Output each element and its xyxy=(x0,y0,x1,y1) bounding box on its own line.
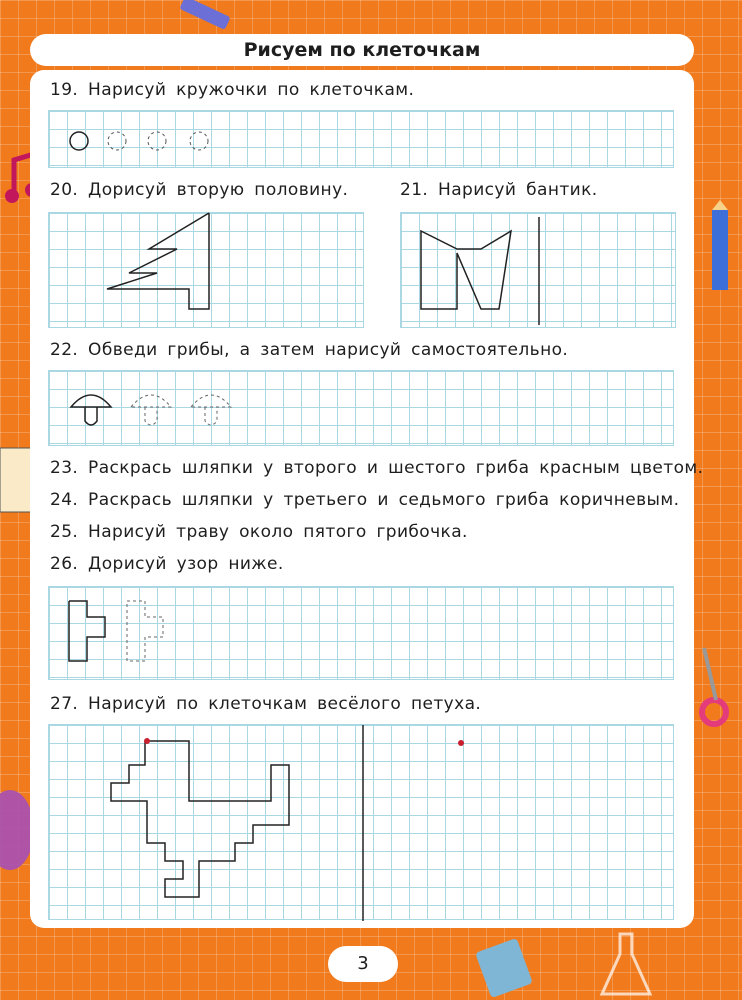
tree-half-outline xyxy=(107,213,209,309)
task-20: 20. Дорисуй вторую половину. xyxy=(50,180,349,200)
bow-outline xyxy=(421,231,511,309)
mushroom-dashed xyxy=(191,395,231,425)
grid-task-19 xyxy=(48,110,674,168)
page-title: Рисуем по клеточкам xyxy=(30,34,694,66)
mushroom-dashed xyxy=(131,395,171,425)
sharpener-icon xyxy=(474,936,534,1000)
worksheet-card xyxy=(30,70,704,928)
rooster-outline xyxy=(111,741,289,897)
task-23: 23. Раскрась шляпки у второго и шестого гриба красным цветом. xyxy=(50,458,704,478)
circle-sample xyxy=(70,132,88,150)
task-22: 22. Обведи грибы, а затем нарисуй самостоятельно. xyxy=(50,340,569,360)
task-25: 25. Нарисуй траву около пятого грибочка. xyxy=(50,522,468,542)
pattern-dashed xyxy=(127,601,163,661)
pattern-sample xyxy=(69,601,105,661)
circle-dashed xyxy=(148,132,166,150)
task-26: 26. Дорисуй узор ниже. xyxy=(50,554,284,574)
pencil-icon xyxy=(170,0,240,30)
page-number: 3 xyxy=(328,946,398,982)
task-21: 21. Нарисуй бантик. xyxy=(400,180,598,200)
scissors-icon xyxy=(694,640,742,730)
flask-icon xyxy=(596,930,656,1000)
grid-task-27 xyxy=(48,724,674,920)
flask-icon xyxy=(0,770,34,890)
task-27: 27. Нарисуй по клеточкам весёлого петуха. xyxy=(50,694,482,714)
grid-task-20 xyxy=(48,212,364,328)
task-24: 24. Раскрась шляпки у третьего и седьмого гриба коричневым. xyxy=(50,490,680,510)
circle-dashed xyxy=(190,132,208,150)
grid-task-26 xyxy=(48,586,674,680)
start-dot xyxy=(458,740,464,746)
task-19: 19. Нарисуй кружочки по клеточкам. xyxy=(50,80,415,100)
grid-task-22 xyxy=(48,370,674,446)
mushroom-sample xyxy=(71,395,111,425)
circle-dashed xyxy=(108,132,126,150)
grid-task-21 xyxy=(400,212,676,328)
start-dot xyxy=(144,738,150,744)
pencil-icon xyxy=(706,200,736,300)
